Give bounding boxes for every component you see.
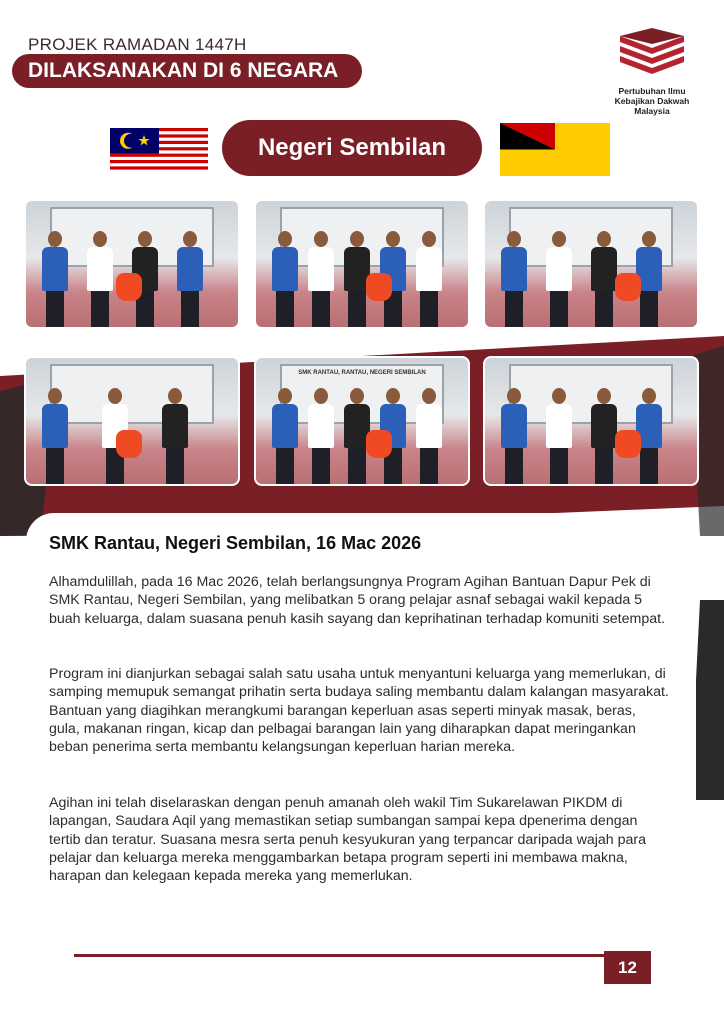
food-bag-icon [366,430,392,458]
malaysia-flag-icon [110,128,208,173]
photo-person [544,388,574,486]
photo-person [40,231,70,329]
article-paragraph-2: Program ini dianjurkan sebagai salah satu usaha untuk menyantuni keluarga yang memerlukan, di samping memupuk semangat prihatin serta budaya saling membantu dalam kalangan masyarakat. Bantuan yang diagihkan merangkumi barangan keperluan asas seperti minyak masak, beras, gula, makanan ringan, kicap dan pelbagai barangan lain yang diharapkan dapat meringankan beban penerima serta membantu kelangsungan keperluan harian mereka. [49,666,669,756]
food-bag-icon [116,273,142,301]
photo-person [414,231,444,329]
header-kicker: PROJEK RAMADAN 1447H [28,35,247,54]
photo-person [306,388,336,486]
food-bag-icon [615,430,641,458]
photo-person [160,388,190,486]
event-photo [24,356,240,486]
photo-person [40,388,70,486]
article-heading: SMK Rantau, Negeri Sembilan, 16 Mac 2026 [49,533,422,553]
photo-person [544,231,574,329]
event-photo [483,356,699,486]
event-photo [254,199,470,329]
photo-person [175,231,205,329]
event-photo [483,199,699,329]
event-photo [24,199,240,329]
page-number: 12 [604,951,651,984]
negeri-sembilan-flag-icon [500,123,610,176]
pikdm-logo-icon [612,28,692,82]
photo-person [306,231,336,329]
photo-person [270,231,300,329]
photo-person [85,231,115,329]
state-label: Negeri Sembilan [222,120,482,176]
footer-divider [74,954,604,957]
photo-person [499,388,529,486]
photo-person [499,231,529,329]
food-bag-icon [366,273,392,301]
photo-notice-board: SMK RANTAU, RANTAU, NEGERI SEMBILAN [280,364,444,424]
photo-person [414,388,444,486]
header-title: DILAKSANAKAN DI 6 NEGARA [12,54,362,88]
article-paragraph-3: Agihan ini telah diselaraskan dengan penuh amanah oleh wakil Tim Sukarelawan PIKDM di lapangan, Saudara Aqil yang memastikan setiap sumbangan sampai kepa dpenerima dengan tertib dan teratur. Suasana mesra serta penuh kesyukuran yang terpancar daripada wajah para pelajar dan keluarga mereka menggambarkan betapa program seperti ini membawa makna, harapan dan kelegaan kepada mereka yang memerlukan. [49,795,647,885]
article-paragraph-1: Alhamdulillah, pada 16 Mac 2026, telah berlangsungnya Program Agihan Bantuan Dapur Pek di SMK Rantau, Negeri Sembilan, yang melibatkan 5 orang pelajar asnaf sebagai wakil kepada 5 buah keluarga, dalam suasana penuh kasih sayang dan keprihatinan terhadap komuniti setempat. [49,574,665,627]
photo-person [270,388,300,486]
event-photo [254,356,470,486]
food-bag-icon [615,273,641,301]
logo-organization-name: Pertubuhan Ilmu Kebajikan Dakwah Malaysia [614,86,690,116]
food-bag-icon [116,430,142,458]
